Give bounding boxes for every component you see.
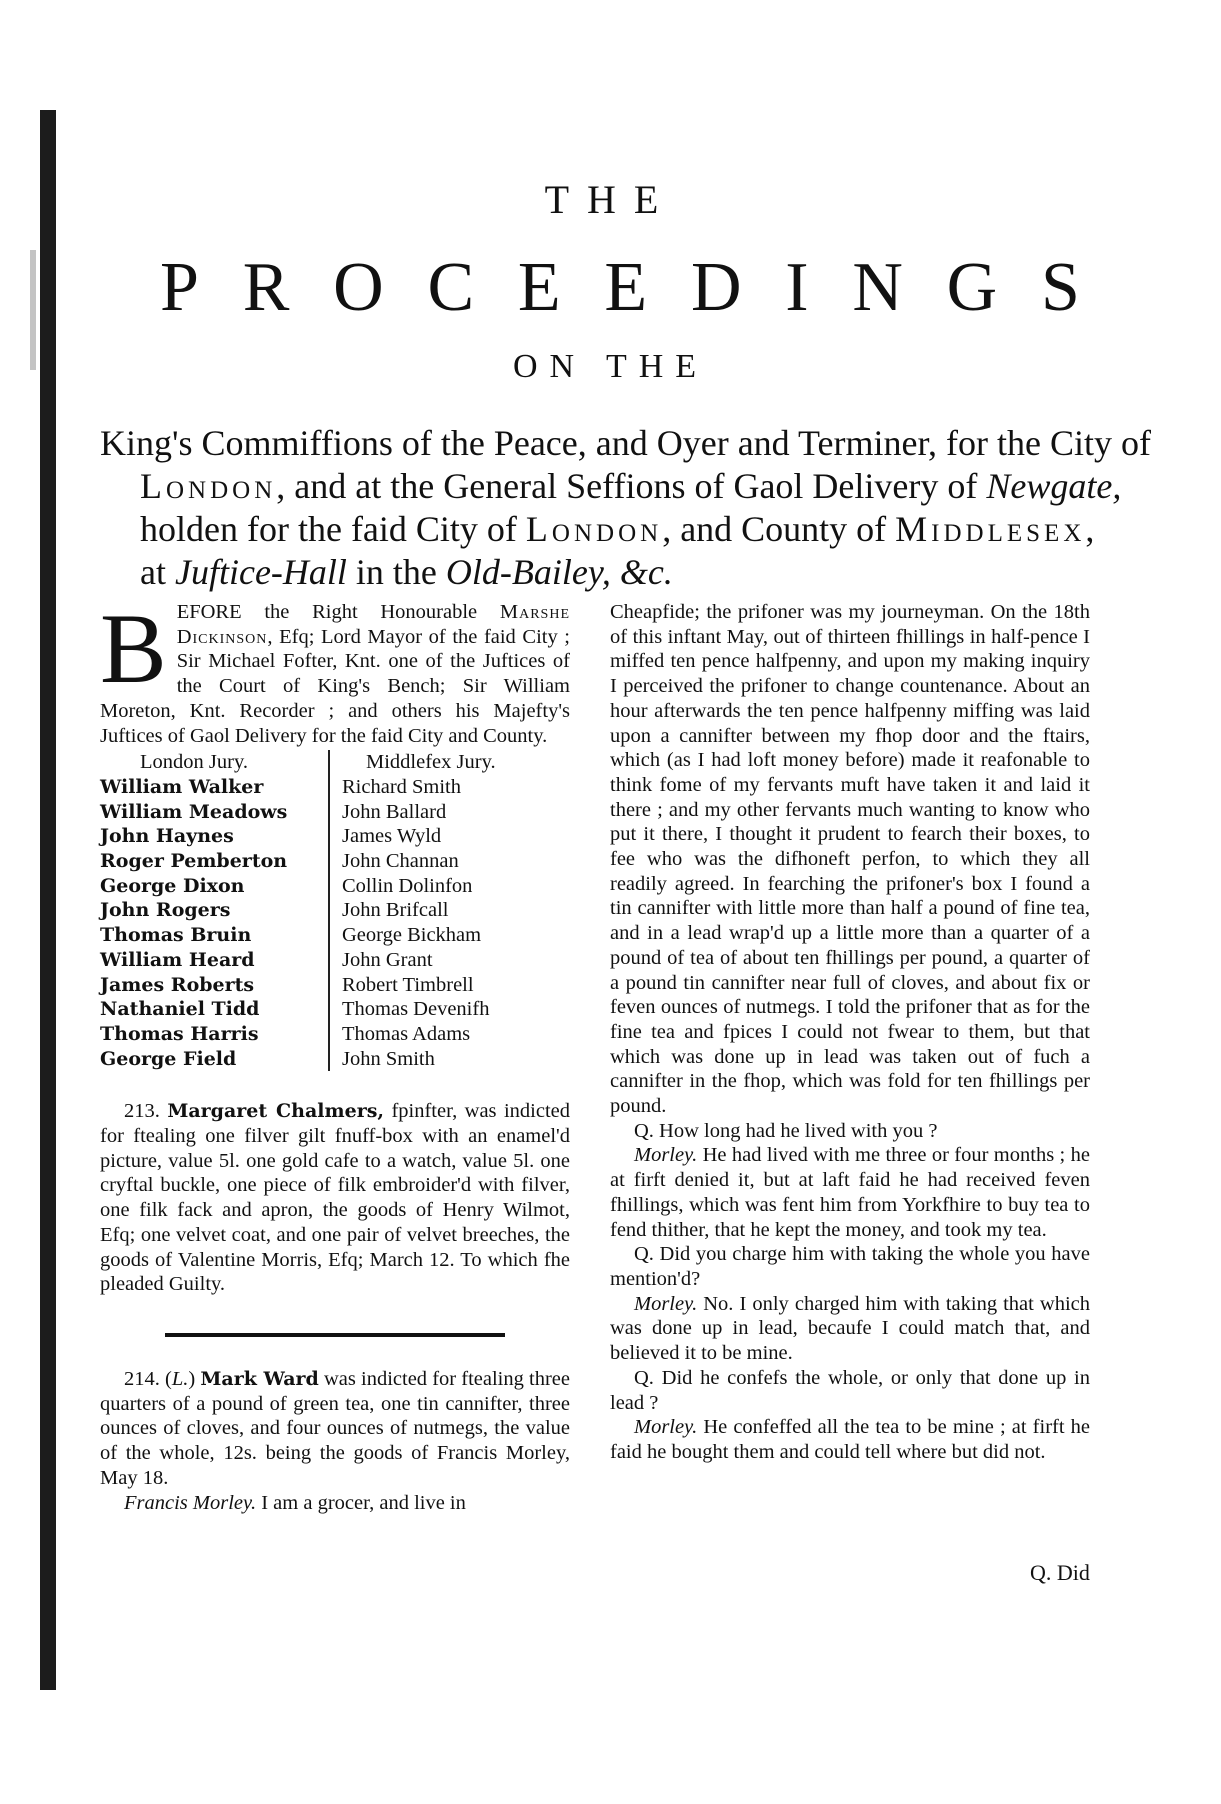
- intro-text: in the: [346, 552, 446, 592]
- catchword: Q. Did: [1030, 1560, 1090, 1585]
- london-jury-list: [100, 750, 328, 1071]
- title-letter: O: [333, 249, 384, 326]
- title-letter: P: [160, 249, 199, 326]
- title-letter: R: [242, 249, 290, 326]
- intro-text: , and at the General Seffions of Gaol Delivery of: [276, 466, 987, 506]
- case-text: fpinfter, was indicted for ftealing one filver gilt fnuff-box with an enamel'd picture, value 5l. one gold cafe to a watch, value 5l. one cryftal buckle, one piece of filk embroider'd with filver, one filk fack and apron, the goods of Henry Wilmot, Efq; one velvet coat, and one pair of velvet breeches, the goods of Valentine Morris, Efq; March 12. To which fhe pleaded Guilty.: [100, 1100, 570, 1296]
- preamble-text: EFORE the Right Honourable: [176, 601, 500, 623]
- answer-text: He confeffed all the tea to be mine ; at firft he faid he bought them and could tell where but did not.: [610, 1416, 1090, 1463]
- juror-name: Thomas Harris: [100, 1022, 259, 1045]
- case-number: ): [188, 1367, 196, 1390]
- juror-name: Thomas Bruin: [100, 924, 252, 947]
- page-spine-shadow: [40, 110, 56, 1690]
- juror-name: Nathaniel Tidd: [100, 998, 260, 1021]
- lord-mayor-name: Marshe Dickinson: [176, 601, 570, 648]
- intro-line-1: King's Commiffions of the Peace, and Oyer and Terminer, for the City of: [100, 423, 1151, 463]
- title-letter: D: [690, 249, 742, 326]
- juror-name: John Grant: [342, 948, 433, 971]
- intro-text: at: [140, 552, 175, 592]
- case-number: 213.: [124, 1100, 160, 1123]
- case-mark: L.: [171, 1367, 189, 1390]
- juror-name: John Smith: [342, 1047, 435, 1070]
- middlesex-jury-list: [328, 750, 570, 1071]
- intro-line-3: [100, 508, 1100, 551]
- drop-cap: B: [100, 593, 167, 704]
- witness-name: Morley.: [634, 1416, 698, 1439]
- section-rule: [165, 1333, 505, 1337]
- juror-name: James Roberts: [100, 973, 255, 996]
- juror-name: John Brifcall: [342, 899, 449, 922]
- answer-text: No. I only charged him with taking that which was done up in lead, becaufe I could match that, and believed it to be mine.: [610, 1292, 1090, 1365]
- witness-testimony-start: [100, 1491, 570, 1516]
- middlesex-jury-title: Middlefex Jury.: [366, 751, 496, 774]
- intro-text: holden for the faid City of: [140, 509, 526, 549]
- case-text: was indicted for ftealing three quarters of a pound of green tea, one tin cannifter, three ounces of cloves, and four ounces of nutmegs, the value of the whole, 12s. being the goods of Francis Morley, May 18.: [100, 1367, 570, 1489]
- juror-name: Roger Pemberton: [100, 850, 288, 873]
- juror-name: John Rogers: [100, 899, 231, 922]
- title-letter: S: [1040, 249, 1080, 326]
- witness-name: Morley.: [634, 1292, 698, 1315]
- case-213: [100, 1099, 570, 1297]
- title-letter: E: [517, 249, 561, 326]
- juror-name: William Walker: [100, 775, 264, 798]
- case-number: 214. (: [124, 1367, 172, 1390]
- intro-old-bailey: Old-Bailey,: [445, 552, 611, 592]
- title-letter: C: [427, 249, 475, 326]
- juror-name: William Meadows: [100, 800, 288, 823]
- juror-name: Collin Dolinfon: [342, 874, 473, 897]
- intro-london: London: [525, 509, 663, 549]
- question: Q. Did you charge him with taking the whole you have mention'd?: [610, 1243, 1090, 1290]
- juror-name: John Haynes: [100, 825, 234, 848]
- testimony-text: I am a grocer, and live in: [256, 1491, 466, 1514]
- title-letter: E: [604, 249, 648, 326]
- preamble-paragraph: [100, 593, 570, 748]
- juror-name: George Field: [100, 1047, 237, 1070]
- juror-name: James Wyld: [342, 825, 442, 848]
- answer: [610, 1292, 1090, 1366]
- london-jury-title: London Jury.: [140, 751, 248, 774]
- title-the: THE: [544, 177, 677, 222]
- answer-text: He had lived with me three or four months ; he at firft denied it, but at laft faid he had received feven fhillings, which was fent him from Yorkfhire to buy tea to fend thither, that he kept the money, and took my tea.: [610, 1144, 1090, 1241]
- intro-middlesex: Middlesex,: [895, 509, 1099, 549]
- juror-name: George Bickham: [342, 924, 482, 947]
- juror-name: George Dixon: [100, 874, 245, 897]
- intro-heading: [100, 422, 1151, 594]
- question: Q. Did he confefs the whole, or only that done up in lead ?: [610, 1366, 1090, 1414]
- juror-name: Richard Smith: [342, 775, 462, 798]
- right-column: [610, 600, 1090, 1465]
- title-letter: N: [852, 249, 903, 326]
- witness-name: Francis Morley.: [124, 1491, 257, 1514]
- intro-etc: &c.: [610, 552, 673, 592]
- intro-line-4: [100, 551, 1100, 594]
- intro-line-2: [100, 465, 1122, 508]
- juror-name: John Channan: [342, 850, 459, 873]
- juror-name: Robert Timbrell: [342, 973, 474, 996]
- testimony-paragraph: Cheapfide; the prifoner was my journeyman. On the 18th of this inftant May, out of thirteen fhillings in half-pence I miffed ten pence halfpenny, and upon my making inquiry I perceived the prifoner to change countenance. About an hour afterwards the ten pence halfpenny miffing was laid upon a cannifter between my fhop door and the ftairs, which (as I had loft money before) made it reafonable to think fome of my fervants muft have taken it and laid it there ; and my other fervants much wanting to know who put it there, I thought it prudent to fearch their boxes, to fee who was the difhoneft perfon, to which they all readily agreed. In fearching the prifoner's box I found a tin cannifter with little more than half a pound of fine tea, and in a lead wrap'd up a little more than a quarter of a pound of tea of about ten fhillings per pound, a quarter of a pound tin cannifter near full of cloves, and about fix or feven ounces of nutmegs. I told the prifoner that as for the fine tea and fpices I could not fwear to them, but that which was done up in lead was taken out of fuch a cannifter in the fhop, which was fold for ten fhillings per pound.: [610, 601, 1090, 1118]
- juror-name: Thomas Devenifh: [342, 998, 490, 1021]
- juror-name: John Ballard: [342, 800, 447, 823]
- answer: [610, 1143, 1090, 1242]
- title-on-the: ON THE: [512, 348, 709, 385]
- title-letter: G: [946, 249, 998, 326]
- left-column: [100, 593, 570, 1515]
- witness-name: Morley.: [634, 1144, 698, 1167]
- juror-name: William Heard: [100, 948, 255, 971]
- title-letter: I: [785, 249, 809, 326]
- defendant-name: Mark Ward: [200, 1367, 319, 1390]
- defendant-name: Margaret Chalmers,: [167, 1100, 385, 1123]
- juror-name: Thomas Adams: [342, 1022, 471, 1045]
- preamble-text: , Efq; Lord Mayor of the faid City ; Sir Michael Fofter, Knt. one of the Juftices of the Court of King's Bench; Sir William Moreton, Knt. Recorder ; and others his Majefty's Juftices of Gaol Delivery for the faid City and County.: [100, 625, 570, 747]
- intro-text: , and County of: [662, 509, 896, 549]
- question: Q. How long had he lived with you ?: [634, 1119, 938, 1142]
- jury-lists: [100, 750, 570, 1071]
- intro-justice-hall: Juftice-Hall: [174, 552, 347, 592]
- intro-newgate: Newgate,: [986, 466, 1122, 506]
- intro-london: London: [140, 466, 277, 506]
- answer: [610, 1415, 1090, 1464]
- title-proceedings: [160, 248, 1080, 328]
- case-214: [100, 1367, 570, 1491]
